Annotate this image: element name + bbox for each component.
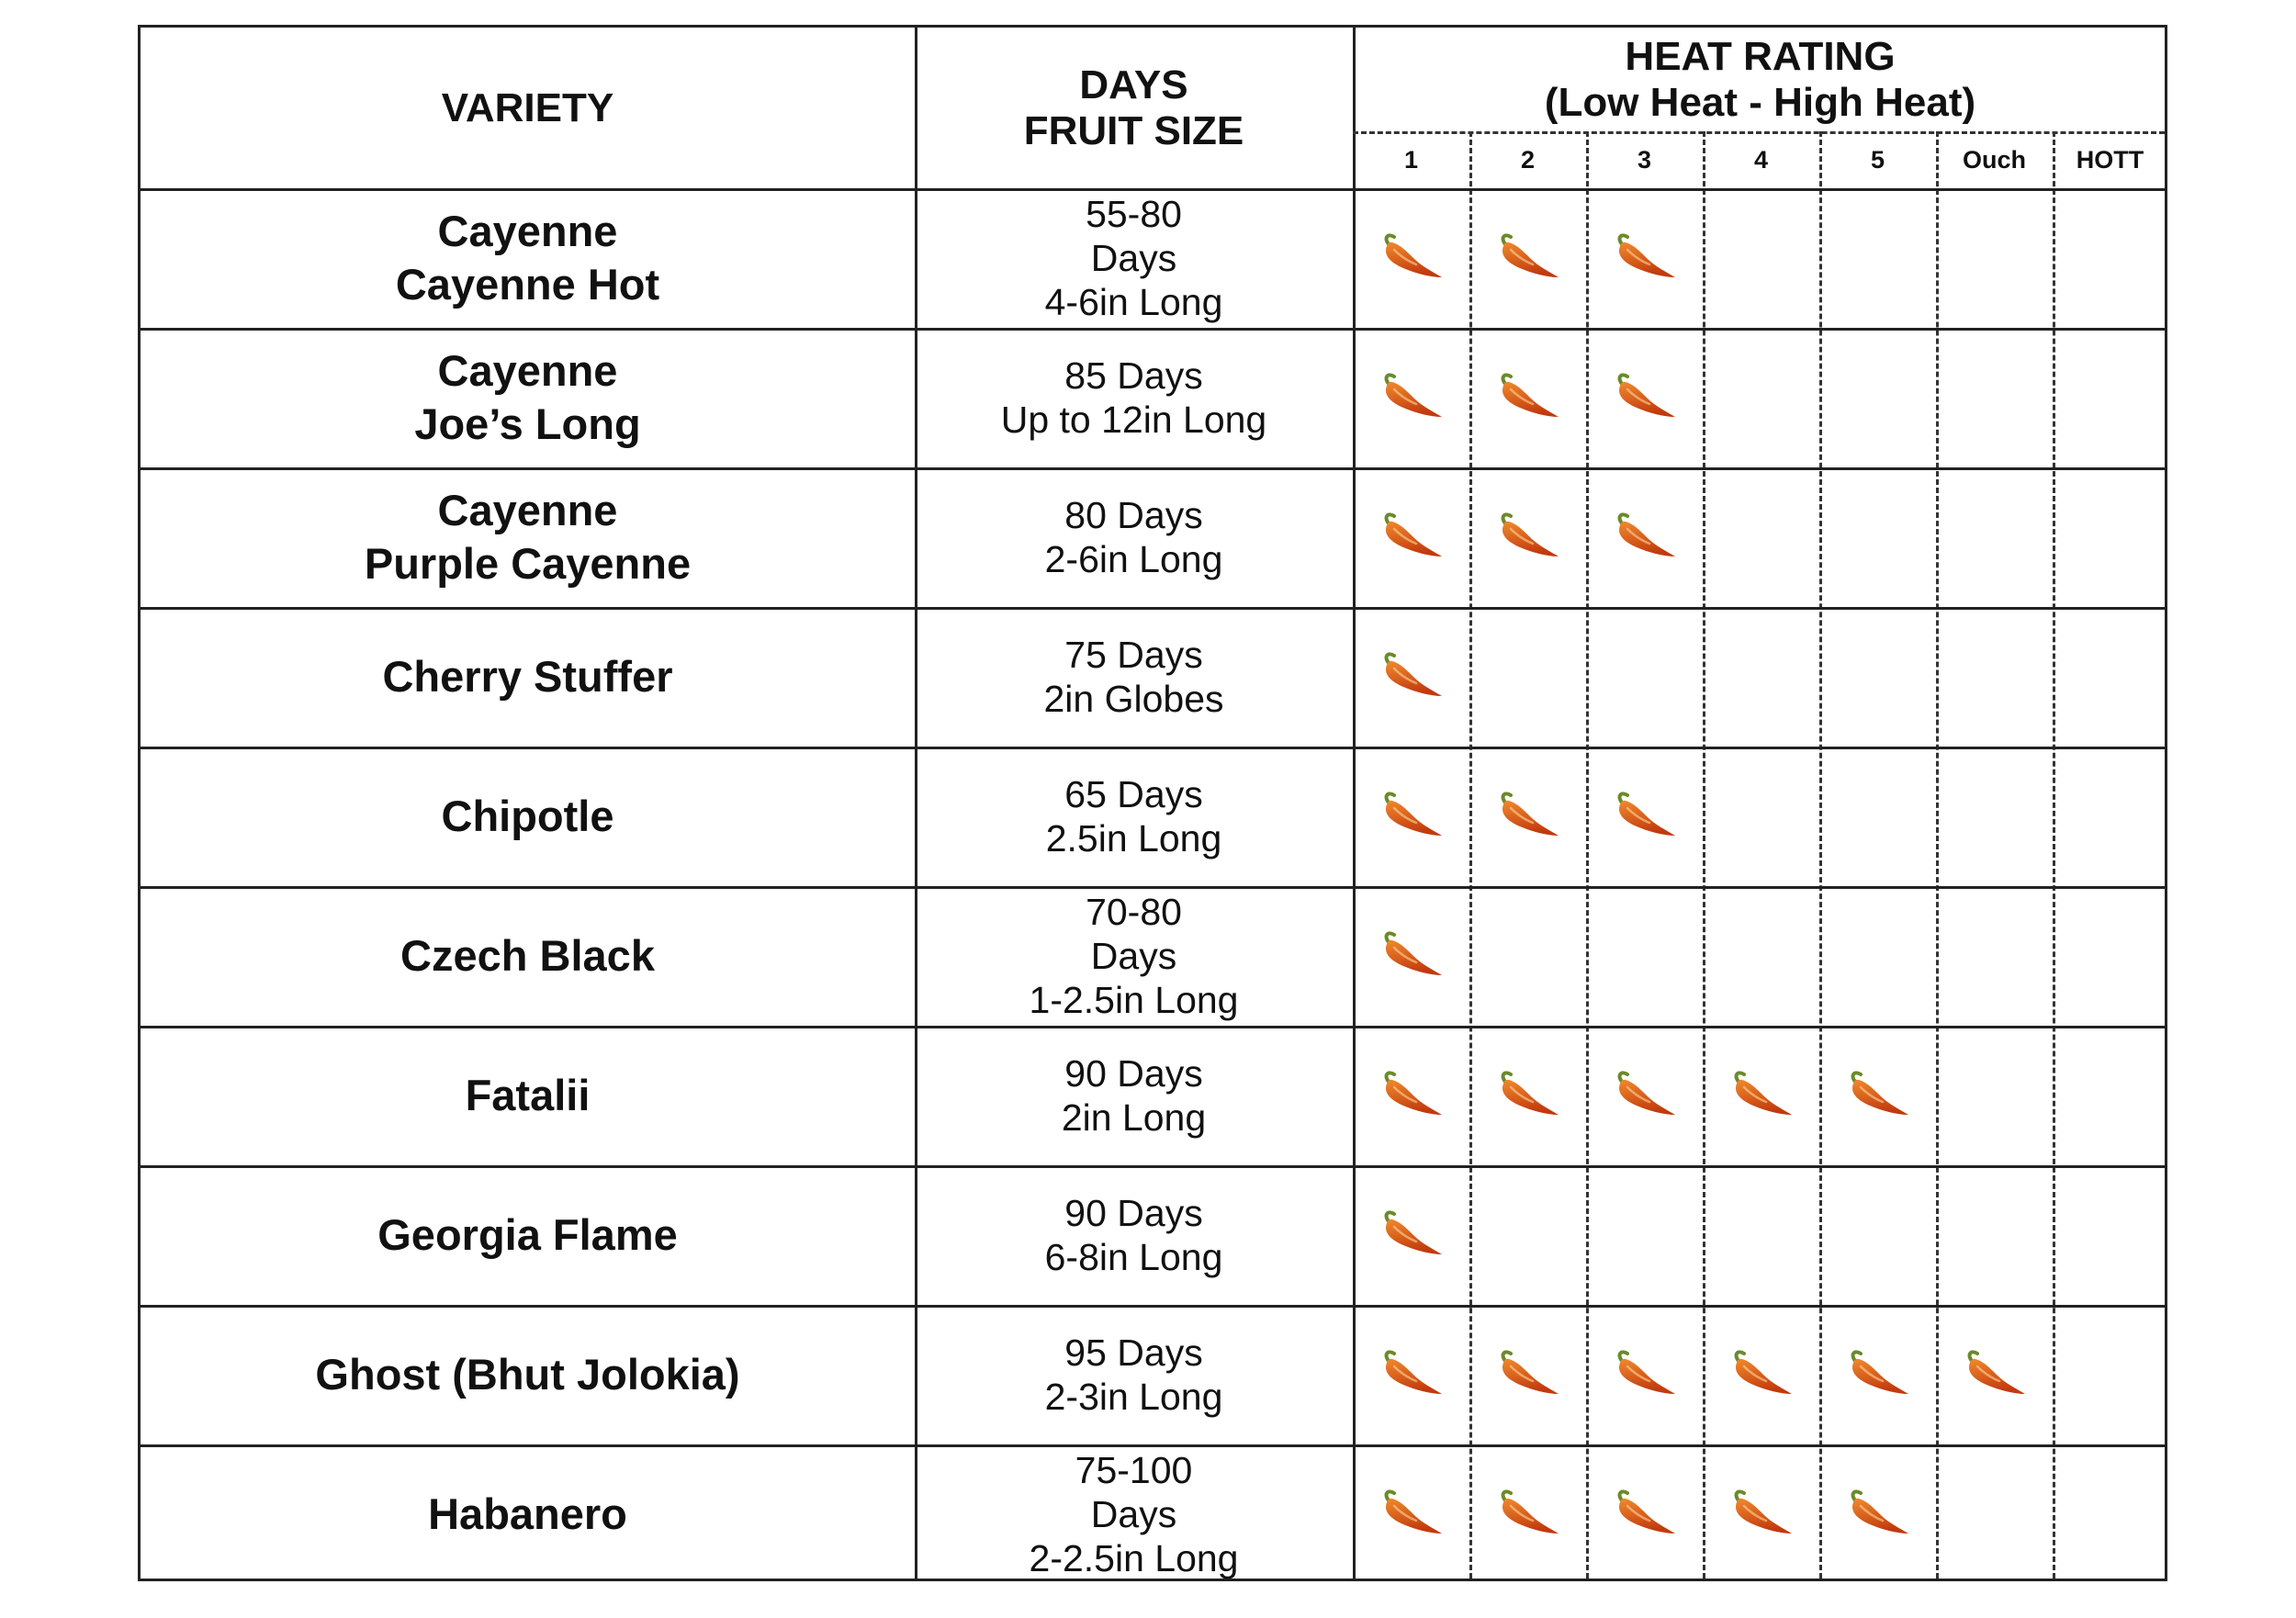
days-size-text: 90 Days 6-8in Long [1044, 1192, 1223, 1278]
days-size-text: 95 Days 2-3in Long [1044, 1331, 1223, 1418]
days-size-text: 90 Days 2in Long [1061, 1052, 1207, 1139]
heat-level-3 [1586, 131, 1703, 188]
variety-name: Fatalii [465, 1071, 591, 1119]
days-size-cell [915, 886, 1353, 1026]
days-size-cell [915, 747, 1353, 886]
chili-pepper-icon [1378, 231, 1446, 285]
days-size-cell [915, 1305, 1353, 1444]
days-size-cell [915, 607, 1353, 747]
chili-pepper-icon [1494, 371, 1562, 424]
heat-level-ouch [1936, 131, 2053, 188]
chili-pepper-icon [1378, 511, 1446, 564]
variety-cell [141, 467, 915, 607]
heat-level-label: 3 [1637, 145, 1652, 174]
chili-pepper-icon [1844, 1488, 1912, 1541]
chili-pepper-icon [1378, 1488, 1446, 1541]
heat-level-label: 1 [1403, 145, 1419, 174]
chili-pepper-icon [1611, 231, 1679, 285]
variety-name: Cayenne Cayenne Hot [395, 207, 660, 309]
days-size-text: 80 Days 2-6in Long [1044, 494, 1223, 580]
heat-column-divider [1819, 131, 1822, 1579]
variety-name: Georgia Flame [377, 1210, 678, 1259]
header-heat-rating [1353, 28, 2167, 131]
heat-level-label: 5 [1870, 145, 1885, 174]
days-size-text: 70-80 Days 1-2.5in Long [1029, 891, 1239, 1021]
heat-level-label: HOTT [2076, 145, 2144, 174]
variety-name: Ghost (Bhut Jolokia) [315, 1350, 740, 1399]
variety-cell [141, 886, 915, 1026]
heat-column-divider [1469, 131, 1472, 1579]
variety-cell [141, 1165, 915, 1305]
chili-pepper-icon [1728, 1069, 1795, 1122]
chili-pepper-icon [1728, 1488, 1795, 1541]
heat-level-label: Ouch [1962, 145, 2026, 174]
variety-cell [141, 607, 915, 747]
heat-column-divider [1936, 131, 1939, 1579]
days-size-text: 75-100 Days 2-2.5in Long [1029, 1449, 1239, 1579]
chili-pepper-icon [1494, 511, 1562, 564]
days-size-cell [915, 1444, 1353, 1584]
variety-name: Chipotle [441, 792, 614, 840]
variety-name: Cherry Stuffer [382, 652, 673, 701]
heat-column-divider [2053, 131, 2055, 1579]
heat-level-4 [1703, 131, 1819, 188]
variety-name: Cayenne Purple Cayenne [364, 486, 692, 588]
header-variety-label: VARIETY [441, 84, 614, 130]
variety-cell [141, 1444, 915, 1584]
chili-pepper-icon [1611, 1488, 1679, 1541]
header-days-label: DAYS FRUIT SIZE [1023, 62, 1244, 153]
variety-name: Cayenne Joe’s Long [414, 346, 641, 448]
heat-level-1 [1353, 131, 1469, 188]
chili-pepper-icon [1611, 1348, 1679, 1401]
header-days [915, 28, 1353, 188]
heat-level-5 [1819, 131, 1936, 188]
variety-name: Habanero [428, 1489, 627, 1538]
chili-pepper-icon [1378, 790, 1446, 843]
chili-pepper-icon [1494, 231, 1562, 285]
chili-pepper-icon [1494, 1348, 1562, 1401]
chili-pepper-icon [1611, 371, 1679, 424]
chili-pepper-icon [1611, 511, 1679, 564]
chili-pepper-icon [1378, 650, 1446, 703]
days-size-text: 75 Days 2in Globes [1043, 634, 1224, 720]
days-size-cell [915, 467, 1353, 607]
days-size-cell [915, 1026, 1353, 1165]
heat-level-label: 2 [1520, 145, 1536, 174]
variety-cell [141, 1305, 915, 1444]
chili-pepper-icon [1844, 1069, 1912, 1122]
heat-level-hott [2053, 131, 2167, 188]
chili-pepper-icon [1378, 1348, 1446, 1401]
chili-pepper-icon [1378, 371, 1446, 424]
column-divider [1353, 28, 1356, 1579]
chili-pepper-icon [1611, 790, 1679, 843]
variety-cell [141, 1026, 915, 1165]
days-size-text: 65 Days 2.5in Long [1045, 773, 1222, 860]
chili-pepper-icon [1611, 1069, 1679, 1122]
heat-level-label: 4 [1753, 145, 1769, 174]
chili-pepper-icon [1378, 1208, 1446, 1262]
chili-pepper-icon [1728, 1348, 1795, 1401]
chili-pepper-icon [1494, 1069, 1562, 1122]
heat-column-divider [1586, 131, 1589, 1579]
days-size-cell [915, 328, 1353, 467]
chili-pepper-icon [1494, 1488, 1562, 1541]
days-size-text: 85 Days Up to 12in Long [1000, 354, 1267, 441]
chili-pepper-icon [1378, 929, 1446, 983]
chili-pepper-icon [1844, 1348, 1912, 1401]
variety-cell [141, 188, 915, 328]
header-heat-rating-label: HEAT RATING (Low Heat - High Heat) [1544, 33, 1976, 125]
chili-pepper-icon [1378, 1069, 1446, 1122]
heat-column-divider [1703, 131, 1705, 1579]
days-size-text: 55-80 Days 4-6in Long [1044, 193, 1223, 323]
variety-name: Czech Black [400, 931, 655, 980]
chili-pepper-icon [1961, 1348, 2029, 1401]
chili-pepper-icon [1494, 790, 1562, 843]
header-variety [141, 28, 915, 188]
variety-cell [141, 747, 915, 886]
pepper-heat-table [138, 25, 2167, 1581]
days-size-cell [915, 188, 1353, 328]
heat-level-2 [1469, 131, 1586, 188]
variety-cell [141, 328, 915, 467]
days-size-cell [915, 1165, 1353, 1305]
